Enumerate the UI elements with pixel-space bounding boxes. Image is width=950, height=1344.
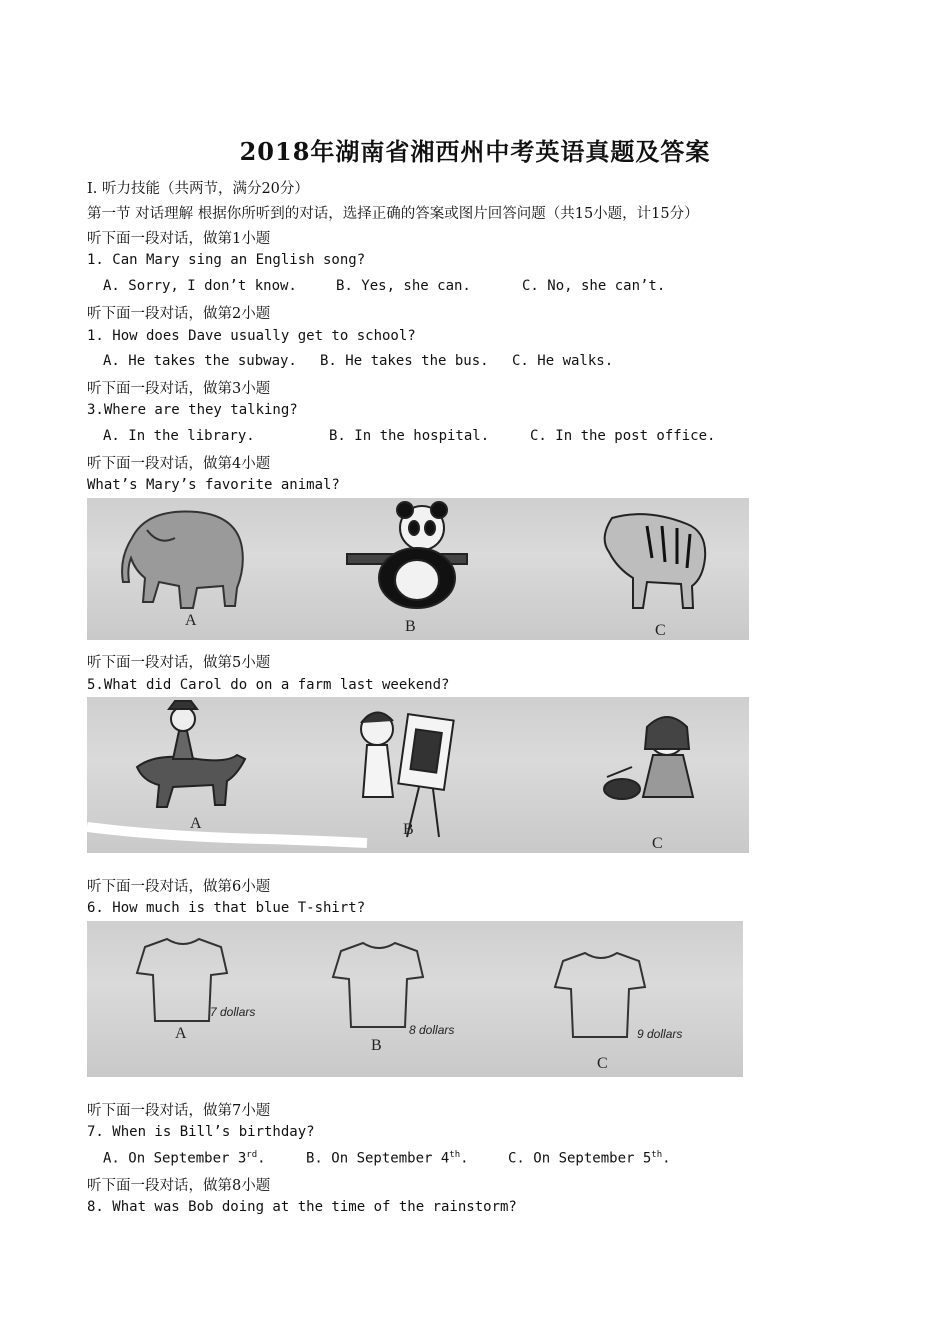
q8-instruction: 听下面一段对话，做第8小题 (87, 1178, 271, 1194)
q3-instruction: 听下面一段对话，做第3小题 (87, 381, 271, 397)
q8-question: 8. What was Bob doing at the time of the rainstorm? (87, 1199, 517, 1215)
q3-question: 3.Where are they talking? (87, 402, 298, 418)
q1-question: 1. Can Mary sing an English song? (87, 252, 366, 268)
q6-label-b: B (371, 1037, 382, 1054)
q5-activity-picture (87, 697, 749, 853)
q4-animal-picture (87, 498, 749, 640)
q2-option-c: C. He walks. (512, 353, 614, 369)
elephant-picture (122, 512, 243, 608)
q1-option-c: C. No, she can’t. (522, 278, 666, 294)
tiger-picture (605, 514, 706, 608)
q2-option-a: A. He takes the subway. (103, 353, 297, 369)
page-title: 2018年湖南省湘西州中考英语真题及答案 (239, 137, 711, 166)
tshirt-c-icon (555, 953, 645, 1037)
q4-question: What’s Mary’s favorite animal? (87, 477, 340, 493)
q5-label-b: B (403, 821, 414, 838)
q6-question: 6. How much is that blue T-shirt? (87, 900, 366, 916)
q6-instruction: 听下面一段对话，做第6小题 (87, 879, 271, 895)
q7-option-a: A. On September 3rd. (103, 1150, 266, 1167)
q2-option-b: B. He takes the bus. (320, 353, 489, 369)
painting-picture (361, 712, 454, 837)
q1-instruction: 听下面一段对话，做第1小题 (87, 231, 271, 247)
q6-label-a: A (175, 1025, 187, 1042)
q7-question: 7. When is Bill’s birthday? (87, 1124, 315, 1140)
subsection-instructions: 第一节 对话理解 根据你所听到的对话，选择正确的答案或图片回答问题（共15小题，计15分） (87, 206, 699, 222)
q2-question: 1. How does Dave usually get to school? (87, 328, 416, 344)
q6-label-c: C (597, 1055, 608, 1072)
q1-option-a: A. Sorry, I don’t know. (103, 278, 297, 294)
q5-instruction: 听下面一段对话，做第5小题 (87, 655, 271, 671)
q5-label-a: A (190, 815, 202, 832)
q5-label-c: C (652, 835, 663, 852)
q6-price-b: 8 dollars (409, 1023, 455, 1037)
q4-instruction: 听下面一段对话，做第4小题 (87, 456, 271, 472)
q6-price-a: 7 dollars (210, 1005, 256, 1019)
section-header: I. 听力技能（共两节，满分20分） (87, 181, 309, 197)
horse-riding-picture (137, 701, 245, 807)
q4-label-a: A (185, 612, 197, 629)
q4-label-b: B (405, 618, 416, 635)
q4-label-c: C (655, 622, 666, 639)
q3-option-a: A. In the library. (103, 428, 255, 444)
q1-option-b: B. Yes, she can. (336, 278, 471, 294)
q7-instruction: 听下面一段对话，做第7小题 (87, 1103, 271, 1119)
q6-tshirt-picture (87, 921, 743, 1077)
q5-question: 5.What did Carol do on a farm last weekend? (87, 677, 450, 693)
q2-instruction: 听下面一段对话，做第2小题 (87, 306, 271, 322)
watering-flowers-picture (604, 717, 693, 799)
panda-picture (347, 502, 467, 608)
q7-option-c: C. On September 5th. (508, 1150, 671, 1167)
q7-option-b: B. On September 4th. (306, 1150, 469, 1167)
q6-price-c: 9 dollars (637, 1027, 683, 1041)
q3-option-c: C. In the post office. (530, 428, 716, 444)
tshirt-b-icon (333, 943, 423, 1027)
q3-option-b: B. In the hospital. (329, 428, 490, 444)
